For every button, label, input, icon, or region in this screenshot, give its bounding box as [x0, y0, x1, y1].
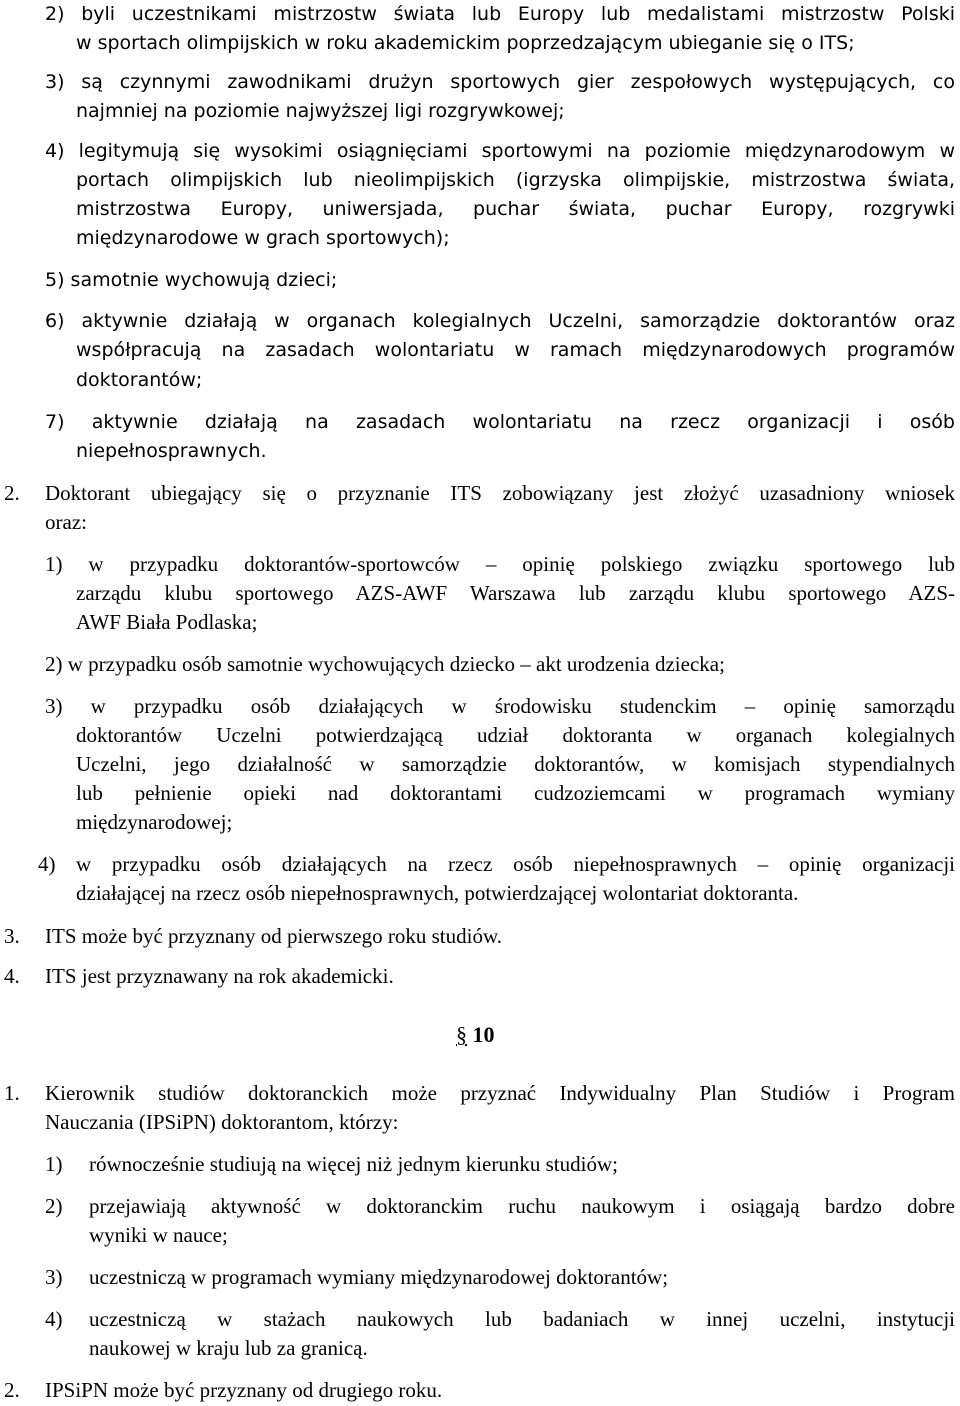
point-2-line-1: Doktorant ubiegający się o przyznanie ITS zobowiązany jest złożyć uzasadniony wniosek	[45, 481, 955, 505]
point-2-item-4-line-1: w przypadku osób działających na rzecz osób niepełnosprawnych – opinię organizacji	[76, 852, 955, 876]
point-2-item-1-line-1: 1) w przypadku doktorantów-sportowców – opinię polskiego związku sportowego lub	[45, 552, 955, 576]
s10-point-1-line-2: Nauczania (IPSiPN) doktorantom, którzy:	[45, 1110, 399, 1134]
list-item-4-line-3: mistrzostwa Europy, uniwersjada, puchar świata, puchar Europy, rozgrywki	[76, 198, 955, 220]
list-item-3-line-2: najmniej na poziomie najwyższej ligi rozgrywkowej;	[76, 100, 565, 122]
s10-point-2-number: 2.	[4, 1378, 20, 1402]
s10-item-2-line-2: wyniki w nauce;	[89, 1223, 228, 1247]
s10-point-2-text: IPSiPN może być przyznany od drugiego roku.	[45, 1378, 443, 1402]
s10-item-3-text: uczestniczą w programach wymiany międzynarodowej doktorantów;	[89, 1265, 669, 1289]
s10-item-3-number: 3)	[45, 1265, 63, 1289]
section-number: 10	[472, 1022, 495, 1047]
list-item-6-line-2: współpracują na zasadach wolontariatu w ramach międzynarodowych programów	[76, 339, 955, 361]
point-2-number: 2.	[4, 481, 20, 505]
point-4-number: 4.	[4, 964, 20, 988]
s10-item-1-number: 1)	[45, 1152, 63, 1176]
point-2-line-2: oraz:	[45, 510, 87, 534]
s10-item-1-text: równocześnie studiują na więcej niż jednym kierunku studiów;	[89, 1152, 618, 1176]
section-heading	[456, 1020, 495, 1050]
point-3-text: ITS może być przyznany od pierwszego roku studiów.	[45, 924, 503, 948]
point-2-item-3-line-3: Uczelni, jego działalność w samorządzie doktorantów, w komisjach stypendialnych	[76, 752, 955, 776]
s10-item-2-number: 2)	[45, 1194, 63, 1218]
list-item-3-line-1: 3) są czynnymi zawodnikami drużyn sportowych gier zespołowych występujących, co	[45, 71, 955, 93]
point-2-item-3-line-1: 3) w przypadku osób działających w środowisku studenckim – opinię samorządu	[45, 694, 955, 718]
point-2-item-3-line-4: lub pełnienie opieki nad doktorantami cudzoziemcami w programach wymiany	[76, 781, 955, 805]
list-item-7-line-1: 7) aktywnie działają na zasadach wolontariatu na rzecz organizacji i osób	[45, 411, 955, 433]
list-item-2-line-1: 2) byli uczestnikami mistrzostw świata lub Europy lub medalistami mistrzostw Polski	[45, 3, 955, 25]
s10-item-4-line-1: uczestniczą w stażach naukowych lub badaniach w innej uczelni, instytucji	[89, 1307, 955, 1331]
list-item-4-line-4: międzynarodowe w grach sportowych);	[76, 227, 450, 249]
list-item-7-line-2: niepełnosprawnych.	[76, 440, 267, 462]
list-item-6-line-3: doktorantów;	[76, 369, 203, 391]
s10-item-4-number: 4)	[45, 1307, 63, 1331]
list-item-5: 5) samotnie wychowują dzieci;	[45, 269, 338, 291]
point-3-number: 3.	[4, 924, 20, 948]
list-item-2-line-2: w sportach olimpijskich w roku akademickim poprzedzającym ubieganie się o ITS;	[76, 32, 855, 54]
point-2-item-1-line-3: AWF Biała Podlaska;	[76, 610, 258, 634]
section-symbol: §	[456, 1022, 467, 1047]
point-2-item-4-number: 4)	[38, 852, 56, 876]
s10-item-2-line-1: przejawiają aktywność w doktoranckim ruchu naukowym i osiągają bardzo dobre	[89, 1194, 955, 1218]
point-2-item-3-line-2: doktorantów Uczelni potwierdzającą udział doktoranta w organach kolegialnych	[76, 723, 955, 747]
point-2-item-2: 2) w przypadku osób samotnie wychowujących dziecko – akt urodzenia dziecka;	[45, 652, 725, 676]
point-4-text: ITS jest przyznawany na rok akademicki.	[45, 964, 394, 988]
point-2-item-1-line-2: zarządu klubu sportowego AZS-AWF Warszawa lub zarządu klubu sportowego AZS-	[76, 581, 955, 605]
point-2-item-4-line-2: działającej na rzecz osób niepełnosprawnych, potwierdzającej wolontariat doktoranta.	[76, 881, 799, 905]
s10-point-1-number: 1.	[4, 1081, 20, 1105]
list-item-6-line-1: 6) aktywnie działają w organach kolegialnych Uczelni, samorządzie doktorantów oraz	[45, 310, 955, 332]
list-item-4-line-2: portach olimpijskich lub nieolimpijskich (igrzyska olimpijskie, mistrzostwa świata,	[76, 169, 955, 191]
s10-point-1-line-1: Kierownik studiów doktoranckich może przyznać Indywidualny Plan Studiów i Program	[45, 1081, 955, 1105]
list-item-4-line-1: 4) legitymują się wysokimi osiągnięciami sportowymi na poziomie międzynarodowym w	[45, 140, 955, 162]
point-2-item-3-line-5: międzynarodowej;	[76, 810, 233, 834]
s10-item-4-line-2: naukowej w kraju lub za granicą.	[89, 1336, 368, 1360]
